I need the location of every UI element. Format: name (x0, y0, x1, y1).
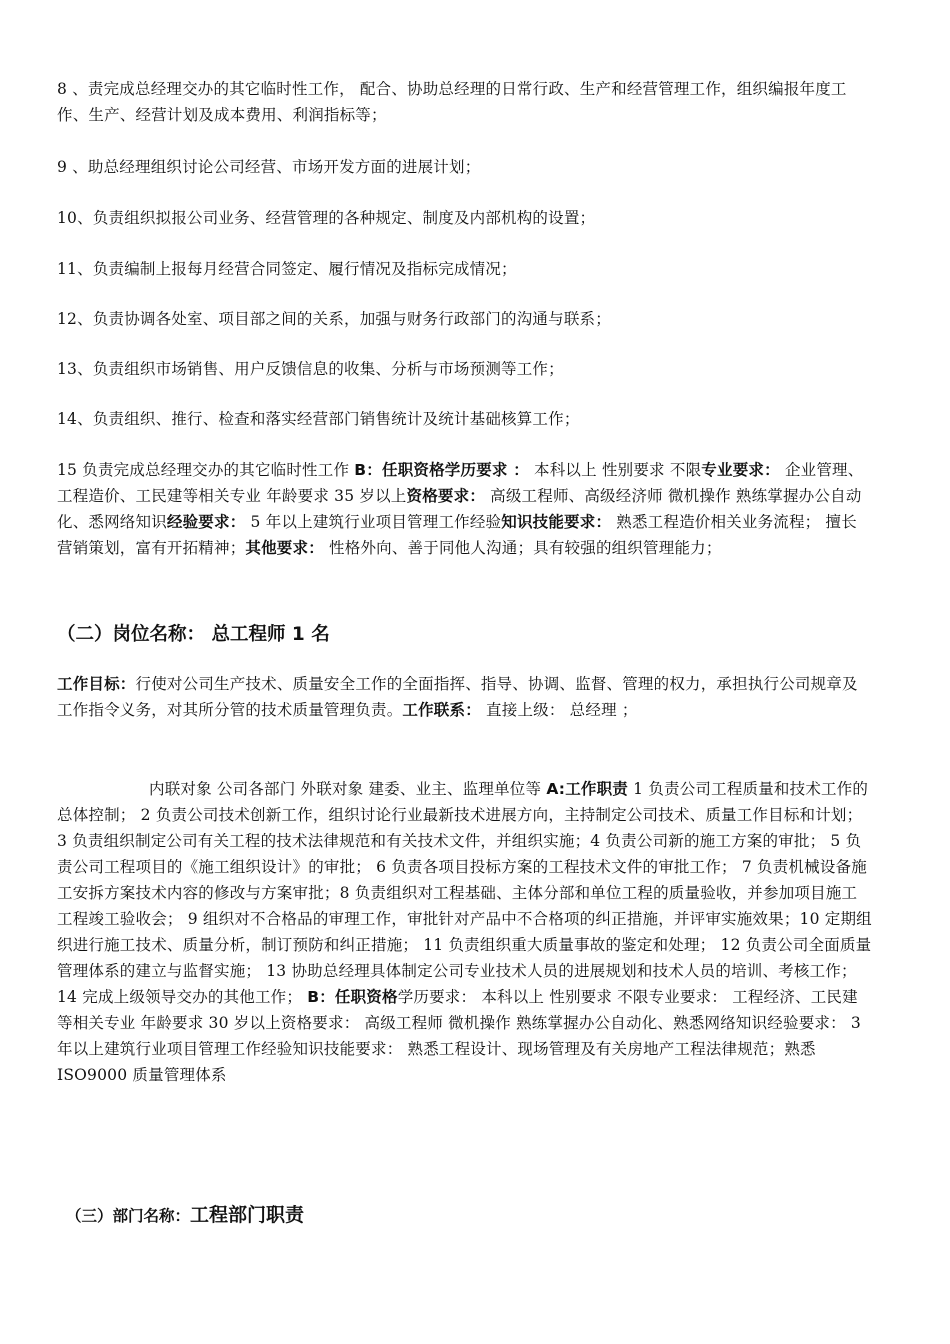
goal-text: 行使对公司生产技术、质量安全工作的全面指挥、指导、协调、监督、管理的权力，承担执行公司规章及工作指令义务，对其所分管的技术质量管理负责。 (57, 675, 858, 719)
certificate-text: 高级工程师、高级经济师 微机操作 熟练掌握办公自动化、悉网络知识 (57, 487, 862, 531)
duty-item-8: 8 、责完成总经理交办的其它临时性工作， 配合、协助总经理的日常行政、生产和经营管理工作，组织编报年度工作、生产、经营计划及成本费用、利润指标等； (57, 80, 847, 124)
section-2-goal (57, 671, 872, 723)
duty-item-11: 11、负责编制上报每月经营合同签定、履行情况及指标完成情况； (57, 260, 517, 278)
contact-text: 直接上级： 总经理 ； (480, 701, 638, 719)
item15-text: 15 负责完成总经理交办的其它临时性工作 (57, 461, 355, 479)
duty-item-14: 14、负责组织、推行、检查和落实经营部门销售统计及统计基础核算工作； (57, 410, 580, 428)
section-2-body (57, 776, 872, 1088)
duties-label: A:工作职责 (546, 780, 628, 798)
skills-label: 知识技能要求： (501, 513, 612, 531)
contacts-text: 内联对象 公司各部门 外联对象 建委、业主、监理单位等 (149, 780, 547, 798)
contact-label: 工作联系： (402, 701, 481, 719)
section-3-heading (66, 1200, 304, 1227)
duty-item-10: 10、负责组织拟报公司业务、经营管理的各种规定、制度及内部机构的设置； (57, 209, 596, 227)
major-text: 企业管理、工程造价、工民建等相关专业 年龄要求 35 岁以上 (57, 461, 864, 505)
education-text: 本科以上 性别要求 不限 (528, 461, 702, 479)
duty-item-13: 13、负责组织市场销售、用户反馈信息的收集、分析与市场预测等工作； (57, 360, 564, 378)
duty-item-15-qualifications (57, 457, 872, 561)
other-text: 性格外向、善于同他人沟通；具有较强的组织管理能力； (323, 539, 722, 557)
duty-item-9: 9 、助总经理组织讨论公司经营、市场开发方面的进展计划； (57, 158, 481, 176)
duty-item-12: 12、负责协调各处室、项目部之间的关系，加强与财务行政部门的沟通与联系； (57, 310, 611, 328)
experience-text: 5 年以上建筑行业项目管理工作经验 (245, 513, 502, 531)
qualification-label: B：任职资格学历要求 ： (354, 461, 529, 479)
section-3-label: （三）部门名称： (66, 1207, 191, 1225)
certificate-label: 资格要求： (406, 487, 486, 505)
duties-text: 1 负责公司工程质量和技术工作的总体控制； 2 负责公司技术创新工作，组织讨论行业最新技术进展方向，主持制定公司技术、质量工作目标和计划； 3 负责组织制定公司有关工程的技术法律规范和有关技术文件，并组织实施；4 负责公司新的施工方案的审批； 5 负责公司工程项目的《施工组织设计》的审批； 6 负责各项目投标方案的工程技术文件的审批工作； 7 负责机械设备施工安拆方案技术内容的修改与方案审批；8 负责组织对工程基础、主体分部和单位工程的质量验收，并参加项目施工工程竣工验收会； 9 组织对不合格品的审理工作，审批针对产品中不合格项的纠正措施，并评审实施效果；10 定期组织进行施工技术、质量分析，制订预防和纠正措施； 11 负责组织重大质量事故的鉴定和处理； 12 负责公司全面质量管理体系的建立与监督实施； 13 协助总经理具体制定公司专业技术人员的进展规划和技术人员的培训、考核工作；14 完成上级领导交办的其他工作； (57, 780, 872, 1006)
skills-text: 熟悉工程造价相关业务流程； 擅长营销策划，富有开拓精神； (57, 513, 857, 557)
section-3-title: 工程部门职责 (190, 1204, 305, 1226)
section-2-heading: （二）岗位名称： 总工程师 1 名 (57, 624, 330, 645)
other-label: 其他要求： (245, 539, 324, 557)
qualification-label: B：任职资格 (307, 988, 398, 1006)
qualification-text: 学历要求： 本科以上 性别要求 不限专业要求： 工程经济、工民建等相关专业 年龄要求 30 岁以上资格要求： 高级工程师 微机操作 熟练掌握办公自动化、熟悉网络知识经验要求： 3 年以上建筑行业项目管理工作经验知识技能要求： 熟悉工程设计、现场管理及有关房地产工程法律规范；熟悉 ISO9000 质量管理体系 (57, 988, 861, 1084)
experience-label: 经验要求： (166, 513, 246, 531)
major-label: 专业要求： (701, 461, 780, 479)
goal-label: 工作目标： (57, 675, 136, 693)
